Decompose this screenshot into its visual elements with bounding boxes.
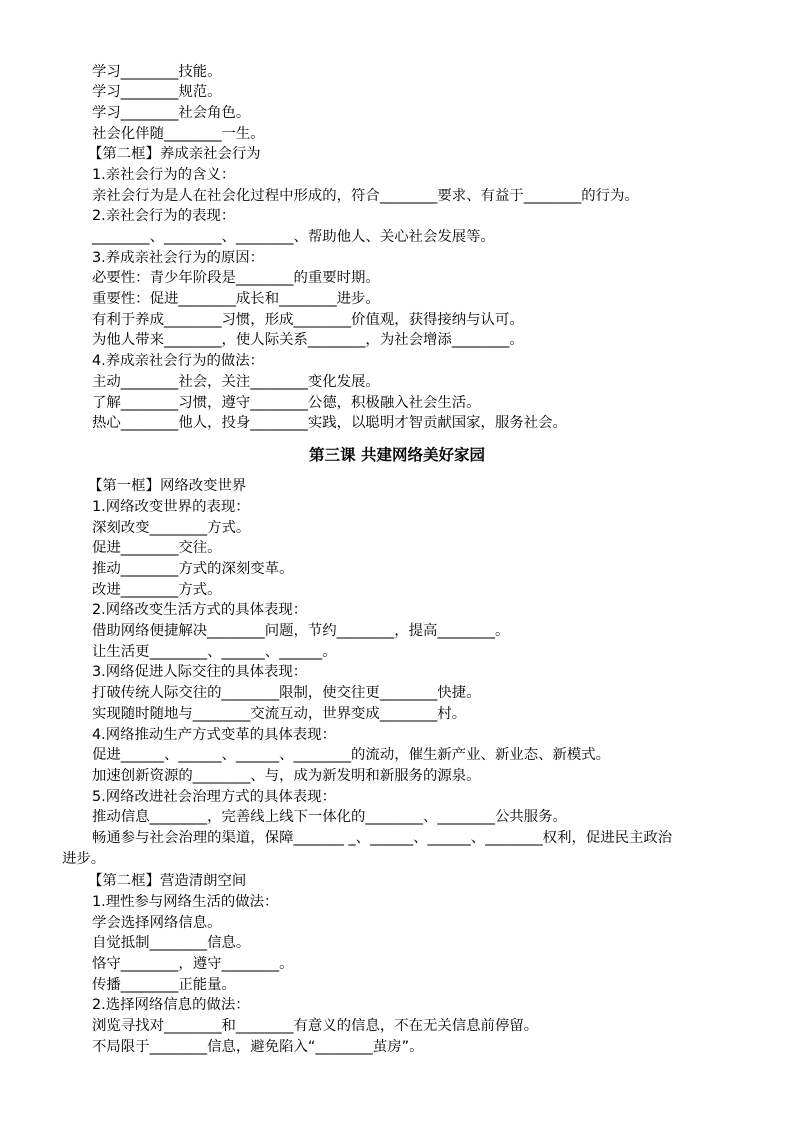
text-line: 促进________交往。 [92, 540, 222, 556]
text-line: 2.网络改变生活方式的具体表现： [92, 602, 308, 618]
text-line: 实现随时随地与________交流互动，世界变成________村。 [92, 706, 467, 722]
text-line: 推动________方式的深刻变革。 [92, 561, 294, 577]
text-line: 进步。 [62, 851, 106, 867]
text-line: 1.理性参与网络生活的做法： [92, 894, 279, 910]
lesson-title: 第三课 共建网络美好家园 [309, 446, 485, 464]
text-line: ________、________、________、帮助他人、关心社会发展等。 [92, 229, 495, 245]
text-line: 让生活更________、______、______。 [92, 644, 337, 660]
text-line: 重要性：促进________成长和________进步。 [92, 291, 380, 307]
text-line: 推动信息________，完善线上线下一体化的________、________公共服务。 [92, 809, 567, 825]
text-line: 促进______、______、______、________的流动，催生新产业、新业态、新模式。 [92, 747, 611, 763]
text-line: 学习________技能。 [92, 64, 222, 80]
text-line: 3.网络促进人际交往的具体表现： [92, 664, 308, 680]
text-line: 4.网络推动生产方式变革的具体表现： [92, 727, 336, 743]
text-line: 亲社会行为是人在社会化过程中形成的，符合________要求、有益于________的行为。 [92, 188, 639, 204]
text-line: 热心________他人，投身________实践，以聪明才智贡献国家，服务社会。 [92, 415, 567, 431]
text-line: 了解________习惯，遵守________公德，积极融入社会生活。 [92, 395, 481, 411]
text-line: 必要性：青少年阶段是________的重要时期。 [92, 270, 380, 286]
section-heading: 【第一框】网络改变世界 [88, 478, 247, 494]
text-line: 恪守________，遵守________。 [92, 956, 294, 972]
text-line: 1.网络改变世界的表现： [92, 499, 250, 515]
text-line: 2.亲社会行为的表现： [92, 208, 236, 224]
text-line: 借助网络便捷解决________问题，节约________，提高________。 [92, 623, 510, 639]
text-line: 学习________规范。 [92, 84, 222, 100]
text-line: 打破传统人际交往的________限制，使交往更________快捷。 [92, 685, 481, 701]
text-line: 3.养成亲社会行为的原因： [92, 250, 265, 266]
text-line: 深刻改变________方式。 [92, 520, 251, 536]
text-line: 2.选择网络信息的做法： [92, 997, 250, 1013]
text-line: 传播________正能量。 [92, 977, 236, 993]
text-line: 改进________方式。 [92, 582, 222, 598]
text-line: 学习________社会角色。 [92, 105, 251, 121]
text-line: 畅通参与社会治理的渠道，保障_______ _、______、______、________权利，促进民主政治 [92, 830, 673, 846]
text-line: 社会化伴随________一生。 [92, 126, 265, 142]
text-line: 加速创新资源的________、与，成为新发明和新服务的源泉。 [92, 768, 481, 784]
text-line: 学会选择网络信息。 [92, 915, 222, 931]
text-line: 主动________社会，关注________变化发展。 [92, 374, 380, 390]
text-line: 浏览寻找对________和________有意义的信息，不在无关信息前停留。 [92, 1018, 539, 1034]
text-line: 1.亲社会行为的含义： [92, 167, 236, 183]
text-line: 自觉抵制________信息。 [92, 935, 251, 951]
section-heading: 【第二框】营造清朗空间 [88, 873, 247, 889]
text-line: 不局限于________信息，避免陷入“________茧房”。 [92, 1039, 424, 1055]
section-heading: 【第二框】养成亲社会行为 [88, 146, 261, 162]
text-line: 5.网络改进社会治理方式的具体表现： [92, 789, 336, 805]
text-line: 为他人带来________，使人际关系________，为社会增添________。 [92, 332, 524, 348]
text-line: 有利于养成________习惯，形成________价值观，获得接纳与认可。 [92, 312, 524, 328]
text-line: 4.养成亲社会行为的做法： [92, 353, 265, 369]
